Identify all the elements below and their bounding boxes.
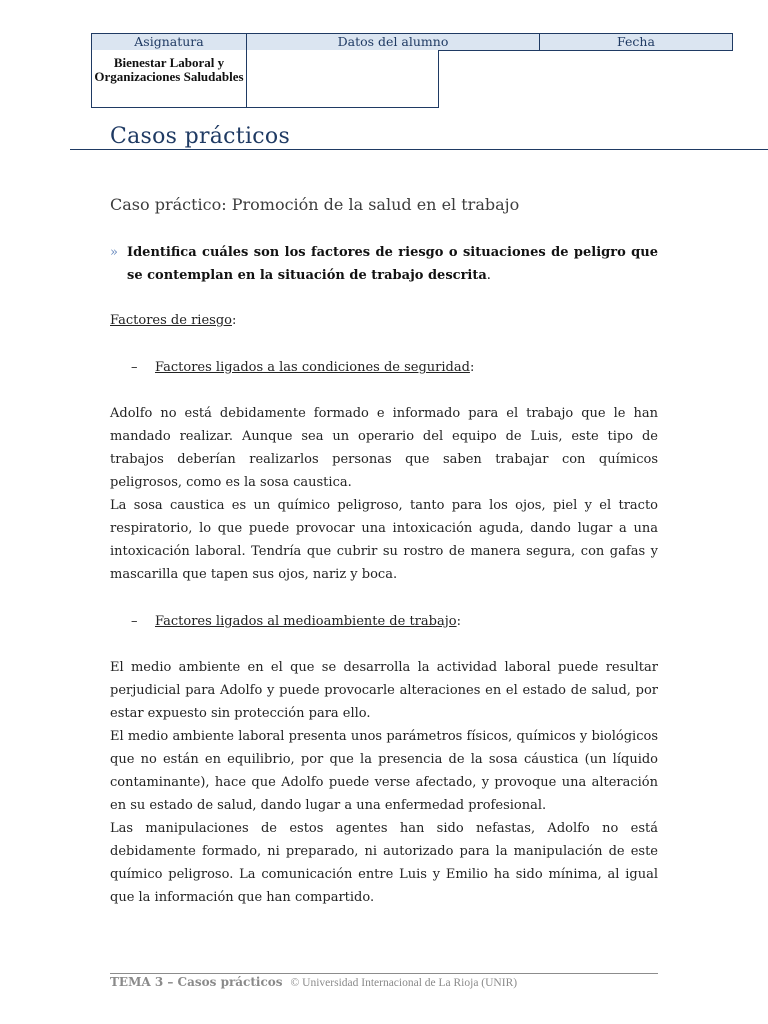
question-end: . [486,268,491,283]
case-title: Caso práctico: Promoción de la salud en el trabajo [110,195,520,214]
header-cell-asignatura: Asignatura [91,33,247,51]
bullet-icon: » [110,245,118,260]
paragraph: La sosa caustica es un químico peligroso, tanto para los ojos, piel y el tracto respiratorio, lo que puede provocar una intoxicación aguda, dando lugar a una intoxicación laboral. Tendría que cubrir su rostro de manera segura, con gafas y mascarilla que tapen sus ojos, nariz y boca. [110,498,658,582]
subject-cell [91,50,247,108]
student-data-cell [246,50,439,108]
question [110,241,658,287]
footer-copyright: © Universidad Internacional de La Rioja (UNIR) [290,977,518,989]
dash-icon: – [131,360,138,375]
section-1-paragraphs [110,402,658,586]
question-text: Identifica cuáles son los factores de riesgo o situaciones de peligro que se contemplan en la situación de trabajo descrita [127,245,658,283]
risk-factors-label: Factores de riesgo: [110,313,237,328]
paragraph: Las manipulaciones de estos agentes han sido nefastas, Adolfo no está debidamente formado, ni preparado, ni autorizado para la manipulación de este químico peligroso. La comunicación entre Luis y Emilio ha sido mínima, al igual que la información que han compartido. [110,821,658,905]
subject-name: Bienestar Laboral y Organizaciones Saludables [94,55,244,84]
header-cell-datos-alumno: Datos del alumno [246,33,540,51]
footer [110,974,517,991]
risk-factors-label-text: Factores de riesgo [110,313,232,328]
header-row [91,33,732,50]
document-body [110,241,658,909]
paragraph: El medio ambiente laboral presenta unos parámetros físicos, químicos y biológicos que no están en equilibrio, por que la presencia de la sosa cáustica (un líquido contaminante), hace que Adolfo puede verse afectado, y provoque una alteración en su estado de salud, dando lugar a una enfermedad profesional. [110,729,658,813]
paragraph: El medio ambiente en el que se desarrolla la actividad laboral puede resultar perjudicial para Adolfo y puede provocarle alteraciones en el estado de salud, por estar expuesto sin protección para ello. [110,660,658,721]
dash-icon: – [131,614,138,629]
section-1-heading: – Factores ligados a las condiciones de seguridad: [110,356,658,379]
section-2-paragraphs [110,656,658,909]
section-1-title: Factores ligados a las condiciones de seguridad [155,360,470,375]
page-title: Casos prácticos [110,124,291,149]
paragraph: Adolfo no está debidamente formado e informado para el trabajo que le han mandado realizar. Aunque sea un operario del equipo de Luis, este tipo de trabajos deberían realizarlos personas que saben trabajar con químicos peligrosos, como es la sosa caustica. [110,406,658,490]
section-2-title: Factores ligados al medioambiente de trabajo [155,614,457,629]
title-divider [70,149,768,150]
header-cell-fecha: Fecha [539,33,733,51]
footer-tema: TEMA 3 – Casos prácticos [110,975,283,989]
section-2-heading: – Factores ligados al medioambiente de trabajo: [110,610,658,633]
